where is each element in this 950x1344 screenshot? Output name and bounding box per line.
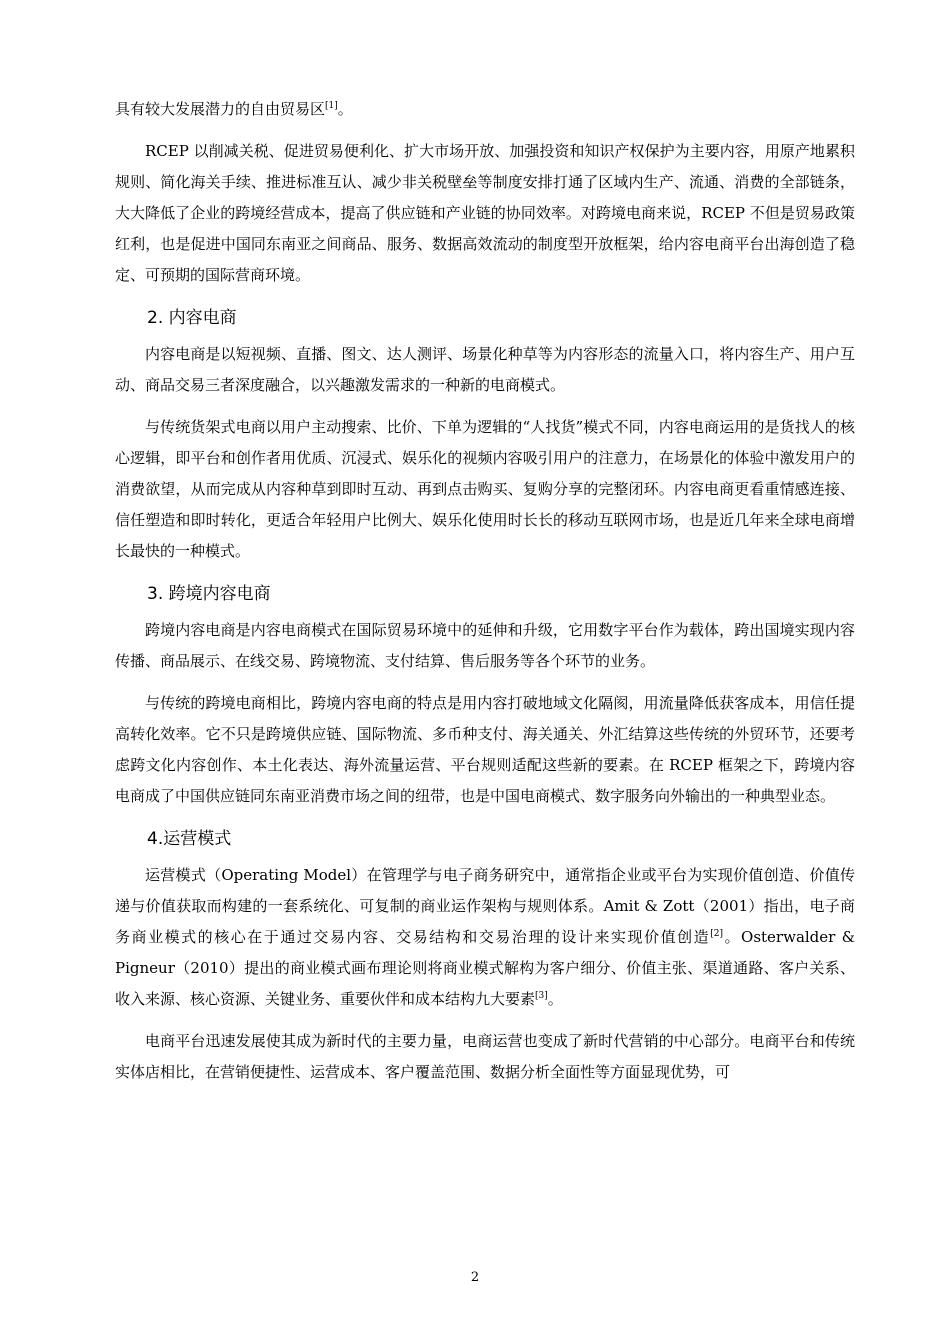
section-heading-content-ecommerce: 2. 内容电商 [147, 308, 237, 328]
citation-2: [2] [710, 929, 723, 939]
citation-1: [1] [325, 101, 338, 111]
page-body [115, 94, 855, 1088]
paragraph-text: 。Osterwalder & Pigneur（2010）提出的商业模式画布理论则将商业模式解构为客户细分、价值主张、渠道通路、客户关系、收入来源、核心资源、关键业务、重要伙伴和成本结构九大要素 [115, 928, 855, 1008]
paragraph-operating-model [115, 860, 855, 1015]
paragraph-text: 具有较大发展潜力的自由贸易区 [115, 100, 326, 118]
paragraph-content-ecommerce-logic: 与传统货架式电商以用户主动搜索、比价、下单为逻辑的“人找货”模式不同，内容电商运用的是货找人的核心逻辑，即平台和创作者用优质、沉浸式、娱乐化的视频内容吸引用户的注意力，在场景化的体验中激发用户的消费欲望，从而完成从内容种草到即时互动、再到点击购买、复购分享的完整闭环。内容电商更看重情感连接、信任塑造和即时转化，更适合年轻用户比例大、娱乐化使用时长长的移动互联网市场，也是近几年来全球电商增长最快的一种模式。 [115, 418, 855, 560]
paragraph-content-ecommerce-definition: 内容电商是以短视频、直播、图文、达人测评、场景化种草等为内容形态的流量入口，将内容生产、用户互动、商品交易三者深度融合，以兴趣激发需求的一种新的电商模式。 [115, 345, 855, 394]
page-number: 2 [470, 1270, 480, 1285]
paragraph-continuation [115, 94, 855, 125]
paragraph-cross-border-definition: 跨境内容电商是内容电商模式在国际贸易环境中的延伸和升级，它用数字平台作为载体，跨出国境实现内容传播、商品展示、在线交易、跨境物流、支付结算、售后服务等各个环节的业务。 [115, 621, 855, 670]
section-heading-cross-border-content-ecommerce: 3. 跨境内容电商 [147, 584, 271, 604]
punctuation: 。 [547, 990, 563, 1008]
paragraph-rcep: RCEP 以削减关税、促进贸易便利化、扩大市场开放、加强投资和知识产权保护为主要内容，用原产地累积规则、简化海关手续、推进标准互认、减少非关税壁垒等制度安排打通了区域内生产、流通、消费的全部链条，大大降低了企业的跨境经营成本，提高了供应链和产业链的协同效率。对跨境电商来说，RCEP 不但是贸易政策红利，也是促进中国同东南亚之间商品、服务、数据高效流动的制度型开放框架，给内容电商平台出海创造了稳定、可预期的国际营商环境。 [115, 142, 855, 284]
paragraph-text: 运营模式（Operating Model）在管理学与电子商务研究中，通常指企业或平台为实现价值创造、价值传递与价值获取而构建的一套系统化、可复制的商业运作架构与规则体系。Amit & Zott（2001）指出，电子商务商业模式的核心在于通过交易内容、交易结构和交易治理的设计来实现价值创造 [115, 866, 855, 946]
citation-3: [3] [535, 991, 548, 1001]
paragraph-ecommerce-platforms: 电商平台迅速发展使其成为新时代的主要力量，电商运营也变成了新时代营销的中心部分。电商平台和传统实体店相比，在营销便捷性、运营成本、客户覆盖范围、数据分析全面性等方面显现优势，可 [115, 1032, 855, 1081]
punctuation: 。 [337, 100, 353, 118]
paragraph-cross-border-comparison: 与传统的跨境电商相比，跨境内容电商的特点是用内容打破地域文化隔阂，用流量降低获客成本，用信任提高转化效率。它不只是跨境供应链、国际物流、多币种支付、海关通关、外汇结算这些传统的外贸环节，还要考虑跨文化内容创作、本土化表达、海外流量运营、平台规则适配这些新的要素。在 RCEP 框架之下，跨境内容电商成了中国供应链同东南亚消费市场之间的纽带，也是中国电商模式、数字服务向外输出的一种典型业态。 [115, 694, 855, 805]
section-heading-operating-model: 4.运营模式 [147, 829, 232, 849]
